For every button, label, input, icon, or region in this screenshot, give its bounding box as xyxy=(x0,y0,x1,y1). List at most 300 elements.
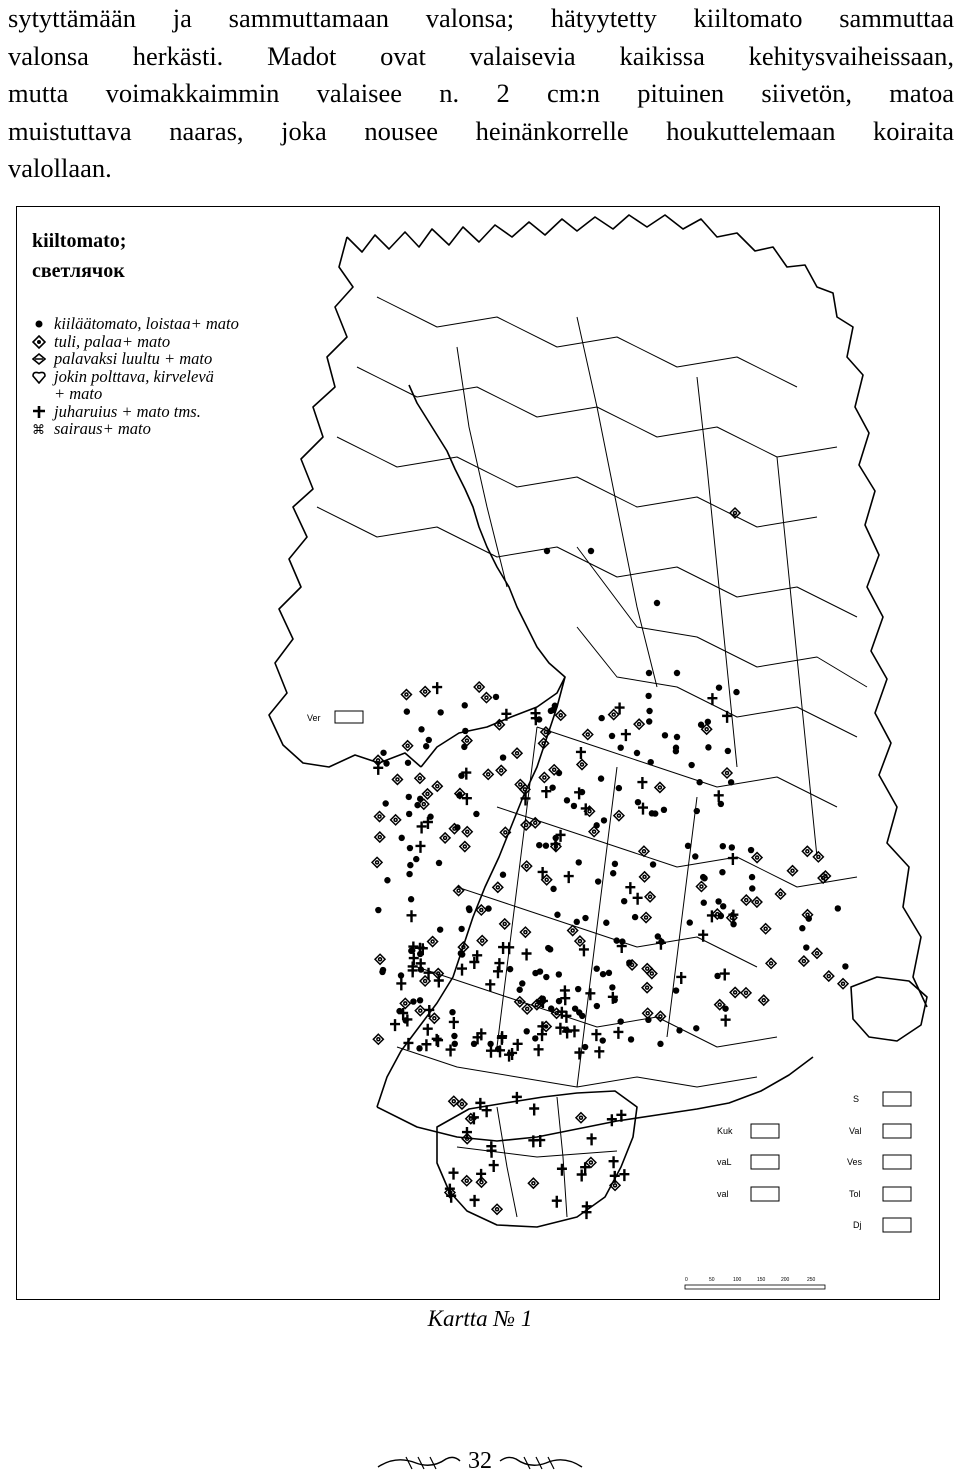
island-east xyxy=(851,977,927,1041)
cross-icon xyxy=(493,966,503,978)
dot-icon xyxy=(456,792,462,798)
paragraph-line: valonsa herkästi. Madot ovat valaisevia kaikissa kehitysvaiheissaan, xyxy=(8,40,954,71)
dot-icon xyxy=(507,966,513,972)
dot-icon xyxy=(621,898,627,904)
cross-icon xyxy=(555,1023,565,1035)
diamond-dot-icon xyxy=(645,892,655,902)
diamond-dot-icon xyxy=(766,958,776,968)
diamond-dot-icon xyxy=(375,954,385,964)
map-title-finnish: kiiltomato; xyxy=(32,230,127,252)
dot-icon xyxy=(688,762,694,768)
dot-icon xyxy=(548,708,554,714)
diamond-dot-icon xyxy=(373,1034,383,1044)
dot-icon xyxy=(452,1041,458,1047)
cross-icon xyxy=(396,978,406,990)
dot-icon xyxy=(720,903,726,909)
diamond-dot-icon xyxy=(391,815,401,825)
diamond-dot-icon xyxy=(420,687,430,697)
dot-icon xyxy=(543,842,549,848)
dot-icon xyxy=(749,874,755,880)
map-title xyxy=(32,226,126,286)
dot-icon xyxy=(600,1037,606,1043)
dot-icon xyxy=(582,1044,588,1050)
diamond-dot-icon xyxy=(655,1011,665,1021)
cross-icon xyxy=(557,1164,567,1176)
dot-icon xyxy=(548,1005,554,1011)
cross-icon xyxy=(728,853,738,865)
region-label: Val xyxy=(849,1126,862,1136)
dot-icon xyxy=(549,784,555,790)
dot-icon xyxy=(537,968,543,974)
diamond-dot-icon xyxy=(583,729,593,739)
dot-icon xyxy=(609,733,615,739)
diamond-dot-icon xyxy=(440,833,450,843)
clover-icon xyxy=(32,422,46,436)
paragraph-line: valollaan. xyxy=(8,153,112,183)
dot-icon xyxy=(396,1008,402,1014)
diamond-dot-icon xyxy=(576,1113,586,1123)
cross-icon xyxy=(423,1024,433,1036)
dot-icon xyxy=(694,808,700,814)
diamond-dot-icon xyxy=(655,782,665,792)
paragraph-line: muistuttava naaras, joka nousee heinänkorrelle houkuttelemaan koiraita xyxy=(8,115,954,146)
diamond-dot-icon xyxy=(428,937,438,947)
dot-icon xyxy=(650,861,656,867)
cross-icon xyxy=(489,1160,499,1172)
dot-icon xyxy=(705,719,711,725)
dot-icon xyxy=(418,966,424,972)
dot-icon xyxy=(407,862,413,868)
dot-icon xyxy=(635,799,641,805)
diamond-dot-icon xyxy=(493,882,503,892)
region-label: Ver xyxy=(307,713,321,723)
dot-icon xyxy=(519,980,525,986)
cross-icon xyxy=(407,910,417,922)
cross-icon xyxy=(721,1015,731,1027)
diamond-dot-icon xyxy=(838,979,848,989)
cross-icon xyxy=(722,711,732,723)
dot-icon xyxy=(693,1025,699,1031)
cross-icon xyxy=(576,747,586,759)
dot-icon xyxy=(593,822,599,828)
dot-icon xyxy=(600,971,606,977)
diamond-dot-icon xyxy=(432,781,442,791)
region-label: Tol xyxy=(849,1189,861,1199)
dot-icon xyxy=(598,715,604,721)
dot-icon xyxy=(654,600,660,606)
dot-icon xyxy=(532,1035,538,1041)
cross-icon xyxy=(486,1046,496,1058)
dot-icon xyxy=(588,548,594,554)
dot-icon xyxy=(379,969,385,975)
legend-label: sairaus+ mato xyxy=(54,419,151,438)
cross-icon xyxy=(698,930,708,942)
cross-icon xyxy=(676,972,686,984)
dot-icon xyxy=(556,971,562,977)
dot-icon xyxy=(404,708,410,714)
dot-icon xyxy=(696,779,702,785)
diamond-dot-icon xyxy=(609,710,619,720)
cross-icon xyxy=(494,958,504,970)
diamond-dot-icon xyxy=(556,710,566,720)
dot-icon xyxy=(493,694,499,700)
dot-icon xyxy=(500,754,506,760)
dot-icon xyxy=(380,750,386,756)
dot-icon xyxy=(383,760,389,766)
diamond-dot-icon xyxy=(415,1006,425,1016)
diamond-dot-icon xyxy=(812,948,822,958)
dot-icon xyxy=(616,785,622,791)
dot-icon xyxy=(550,886,556,892)
diamond-dot-icon xyxy=(776,889,786,899)
cross-icon xyxy=(434,975,444,987)
dot-icon xyxy=(617,744,623,750)
dot-icon xyxy=(715,898,721,904)
cross-icon xyxy=(581,803,591,815)
diamond-dot-icon xyxy=(577,760,587,770)
dot-icon xyxy=(449,1009,455,1015)
paragraph-line: sytyttämään ja sammuttamaan valonsa; hätyytetty kiiltomato sammuttaa xyxy=(8,3,954,33)
cross-icon xyxy=(390,1019,400,1031)
scale-tick: 200 xyxy=(781,1277,790,1283)
diamond-dot-icon xyxy=(634,719,644,729)
diamond-dot-icon xyxy=(522,861,532,871)
cross-icon xyxy=(449,1017,459,1029)
dot-icon xyxy=(547,946,553,952)
region-label: S xyxy=(853,1094,860,1104)
cross-icon xyxy=(564,871,574,883)
dot-icon xyxy=(462,728,468,734)
dot-icon xyxy=(701,875,707,881)
diamond-dot-icon xyxy=(512,748,522,758)
diamond-dot-icon xyxy=(460,842,470,852)
dot-icon xyxy=(716,684,722,690)
dot-icon xyxy=(426,737,432,743)
dot-icon xyxy=(646,670,652,676)
dot-icon xyxy=(406,794,412,800)
body-paragraph xyxy=(8,0,954,188)
dot-icon xyxy=(437,926,443,932)
cross-icon xyxy=(415,841,425,853)
dot-icon xyxy=(399,835,405,841)
cross-icon xyxy=(714,790,724,802)
scale-bar xyxy=(685,1277,825,1289)
cross-icon xyxy=(521,793,531,805)
diamond-dot-icon xyxy=(492,1204,502,1214)
dot-icon xyxy=(423,743,429,749)
dot-icon xyxy=(803,944,809,950)
paragraph-line: mutta voimakkaimmin valaisee n. 2 cm:n pituinen siivetön, matoa xyxy=(8,78,954,108)
dot-icon xyxy=(609,984,615,990)
dot-icon xyxy=(413,856,419,862)
diamond-dot-icon xyxy=(375,832,385,842)
finland-south-coast xyxy=(377,1057,813,1141)
cross-icon xyxy=(449,1168,459,1180)
dot-icon xyxy=(692,853,698,859)
heart-diamond-icon xyxy=(32,370,46,384)
diamond-dot-icon xyxy=(500,919,510,929)
diamond-dot-icon xyxy=(799,956,809,966)
dot-icon xyxy=(417,796,423,802)
dot-icon xyxy=(454,824,460,830)
dot-icon xyxy=(610,870,616,876)
dot-icon xyxy=(645,693,651,699)
dot-icon xyxy=(749,885,755,891)
dot-icon xyxy=(661,807,667,813)
cross-icon xyxy=(417,821,427,833)
cross-icon xyxy=(633,893,643,905)
legend-item xyxy=(32,333,239,351)
dot-icon xyxy=(408,896,414,902)
ornament-right-icon xyxy=(498,1451,584,1473)
cross-icon xyxy=(433,1035,443,1047)
scale-tick: 50 xyxy=(709,1277,715,1283)
region-label: Kuk xyxy=(717,1126,733,1136)
dot-icon xyxy=(705,744,711,750)
dot-icon xyxy=(606,970,612,976)
diamond-dot-icon xyxy=(403,741,413,751)
dot-icon xyxy=(728,779,734,785)
dot-icon xyxy=(536,842,542,848)
dot-icon xyxy=(617,1018,623,1024)
legend-label: kiiläätomato, loistaa+ mato xyxy=(54,314,239,333)
dot-icon xyxy=(544,548,550,554)
dot-icon xyxy=(594,1003,600,1009)
dot-icon xyxy=(524,1028,530,1034)
diamond-dot-icon xyxy=(614,811,624,821)
estonia-outline xyxy=(437,1091,637,1227)
cross-icon xyxy=(609,1156,619,1168)
diamond-dot-icon xyxy=(474,682,484,692)
diamond-dot-icon xyxy=(759,995,769,1005)
diamond-dot-icon xyxy=(730,987,740,997)
region-label: vaL xyxy=(717,1157,732,1167)
scale-tick: 100 xyxy=(733,1277,742,1283)
dot-icon xyxy=(685,843,691,849)
cross-icon xyxy=(613,1027,623,1039)
diamond-dot-icon xyxy=(722,768,732,778)
legend-label: jokin polttava, kirvelevä xyxy=(54,366,214,386)
dot-icon xyxy=(674,670,680,676)
cross-icon xyxy=(534,1044,544,1056)
cross-icon xyxy=(522,948,532,960)
diamond-dot-icon xyxy=(761,924,771,934)
dot-icon xyxy=(725,748,731,754)
dot-icon xyxy=(375,907,381,913)
cross-icon xyxy=(470,1195,480,1207)
diamond-dot-icon xyxy=(372,857,382,867)
dot-icon xyxy=(719,869,725,875)
page-number-text: 32 xyxy=(468,1448,492,1474)
map-title-russian: светлячок xyxy=(32,260,125,282)
scale-tick: 150 xyxy=(757,1277,766,1283)
cross-icon xyxy=(625,882,635,894)
dot-icon xyxy=(398,972,404,978)
cross-icon xyxy=(637,777,647,789)
dot-icon xyxy=(407,845,413,851)
diamond-dot-icon xyxy=(520,927,530,937)
cross-icon xyxy=(32,405,46,419)
dot-icon xyxy=(543,974,549,980)
cross-icon xyxy=(457,964,467,976)
legend-item xyxy=(32,350,239,368)
legend-item xyxy=(32,385,239,403)
dot-icon xyxy=(466,907,472,913)
diamond-dot-icon xyxy=(813,852,823,862)
diamond-dot-icon xyxy=(462,1176,472,1186)
dot-icon xyxy=(416,1045,422,1051)
diamond-dot-icon xyxy=(741,895,751,905)
dot-icon xyxy=(687,919,693,925)
cross-icon xyxy=(485,979,495,991)
dot-icon xyxy=(473,811,479,817)
scale-tick: 0 xyxy=(685,1277,688,1283)
legend-label: juharuius + mato tms. xyxy=(54,401,201,421)
cross-icon xyxy=(501,709,511,721)
dot-icon xyxy=(576,859,582,865)
cross-icon xyxy=(432,682,442,694)
dot-icon xyxy=(634,750,640,756)
cross-icon xyxy=(720,969,730,981)
legend-label: + mato xyxy=(54,384,103,403)
dot-icon xyxy=(576,1009,582,1015)
dot-icon xyxy=(835,905,841,911)
dot-icon xyxy=(673,987,679,993)
dot-icon xyxy=(799,925,805,931)
diamond-dot-icon xyxy=(496,765,506,775)
diamond-dot-icon xyxy=(641,913,651,923)
dot-icon xyxy=(405,760,411,766)
diamond-dot-icon xyxy=(802,846,812,856)
dot-icon xyxy=(646,718,652,724)
dot-icon xyxy=(648,759,654,765)
dot-icon xyxy=(427,814,433,820)
dot-icon xyxy=(451,1033,457,1039)
dot-icon xyxy=(462,702,468,708)
region-label: val xyxy=(717,1189,729,1199)
dot-icon xyxy=(406,871,412,877)
cross-icon xyxy=(585,988,595,1000)
diamond-dot-icon xyxy=(528,1178,538,1188)
diamond-dot-icon xyxy=(375,812,385,822)
diamond-dot-icon xyxy=(429,1013,439,1023)
dot-icon xyxy=(384,877,390,883)
dot-icon xyxy=(701,900,707,906)
coastline-north xyxy=(347,215,927,1007)
dot-icon xyxy=(657,1041,663,1047)
diamond-dot-icon xyxy=(741,988,751,998)
dot-icon xyxy=(458,926,464,932)
dot-icon xyxy=(748,847,754,853)
dot-icon xyxy=(382,800,388,806)
dot-icon xyxy=(595,878,601,884)
cross-icon xyxy=(538,867,548,879)
dot-icon xyxy=(649,810,655,816)
dot-icon xyxy=(564,797,570,803)
dot-icon xyxy=(516,987,522,993)
cross-icon xyxy=(498,942,508,954)
cross-icon xyxy=(513,1039,523,1051)
cross-icon xyxy=(621,729,631,741)
cross-icon xyxy=(476,1169,486,1181)
diamond-dot-icon xyxy=(788,866,798,876)
map-legend xyxy=(32,315,239,438)
gulf-bothnia-coast xyxy=(409,385,565,767)
cross-icon xyxy=(529,1103,539,1115)
diamond-dot-icon xyxy=(32,335,46,349)
cross-icon xyxy=(607,1114,617,1126)
dot-icon xyxy=(582,915,588,921)
dot-icon xyxy=(673,748,679,754)
dot-icon xyxy=(574,919,580,925)
diamond-dot-icon xyxy=(483,769,493,779)
diamond-dot-icon xyxy=(696,882,706,892)
diamond-dot-icon xyxy=(392,774,402,784)
dot-icon xyxy=(418,726,424,732)
legend-item xyxy=(32,403,239,421)
dot-icon xyxy=(733,689,739,695)
legend-item xyxy=(32,420,239,438)
cross-icon xyxy=(587,1133,597,1145)
dot-icon xyxy=(598,775,604,781)
legend-item xyxy=(32,315,239,333)
legend-label: tuli, palaa+ mato xyxy=(54,331,171,351)
dot-icon xyxy=(575,986,581,992)
dot-icon xyxy=(554,912,560,918)
cross-icon xyxy=(594,1046,604,1058)
diamond-dot-icon xyxy=(752,897,762,907)
region-label: Ves xyxy=(847,1157,863,1167)
cross-icon xyxy=(373,763,383,775)
dot-icon xyxy=(601,817,607,823)
dot-icon xyxy=(613,937,619,943)
coastline-west xyxy=(269,237,421,767)
dot-icon xyxy=(417,997,423,1003)
diamond-dot-icon xyxy=(462,827,472,837)
dot-icon xyxy=(410,998,416,1004)
dot-icon xyxy=(417,951,423,957)
dot-icon xyxy=(662,732,668,738)
cross-icon xyxy=(403,1038,413,1050)
diamond-dot-icon xyxy=(539,772,549,782)
cross-icon xyxy=(552,1196,562,1208)
dot-icon xyxy=(500,872,506,878)
dot-icon xyxy=(579,789,585,795)
cross-icon xyxy=(560,993,570,1005)
dot-icon xyxy=(674,734,680,740)
diamond-dot-icon xyxy=(481,693,491,703)
legend-item xyxy=(32,368,239,386)
diamond-dot-icon xyxy=(415,773,425,783)
cross-icon xyxy=(421,1039,431,1051)
cross-icon xyxy=(504,942,514,954)
dot-icon xyxy=(458,772,464,778)
cross-icon xyxy=(619,1169,629,1181)
arrow-diamond-icon xyxy=(32,352,46,366)
page-number xyxy=(0,1448,960,1475)
map-caption: Kartta № 1 xyxy=(427,1306,533,1331)
dot-icon xyxy=(32,317,46,331)
svg-text:⌘: ⌘ xyxy=(32,423,45,436)
scale-tick: 250 xyxy=(807,1277,816,1283)
ornament-left-icon xyxy=(376,1451,462,1473)
region-label: Dj xyxy=(853,1220,862,1230)
legend-label: palavaksi luultu + mato xyxy=(54,349,213,368)
diamond-dot-icon xyxy=(752,853,762,863)
diamond-dot-icon xyxy=(521,820,531,830)
diamond-dot-icon xyxy=(422,789,432,799)
diamond-dot-icon xyxy=(642,983,652,993)
